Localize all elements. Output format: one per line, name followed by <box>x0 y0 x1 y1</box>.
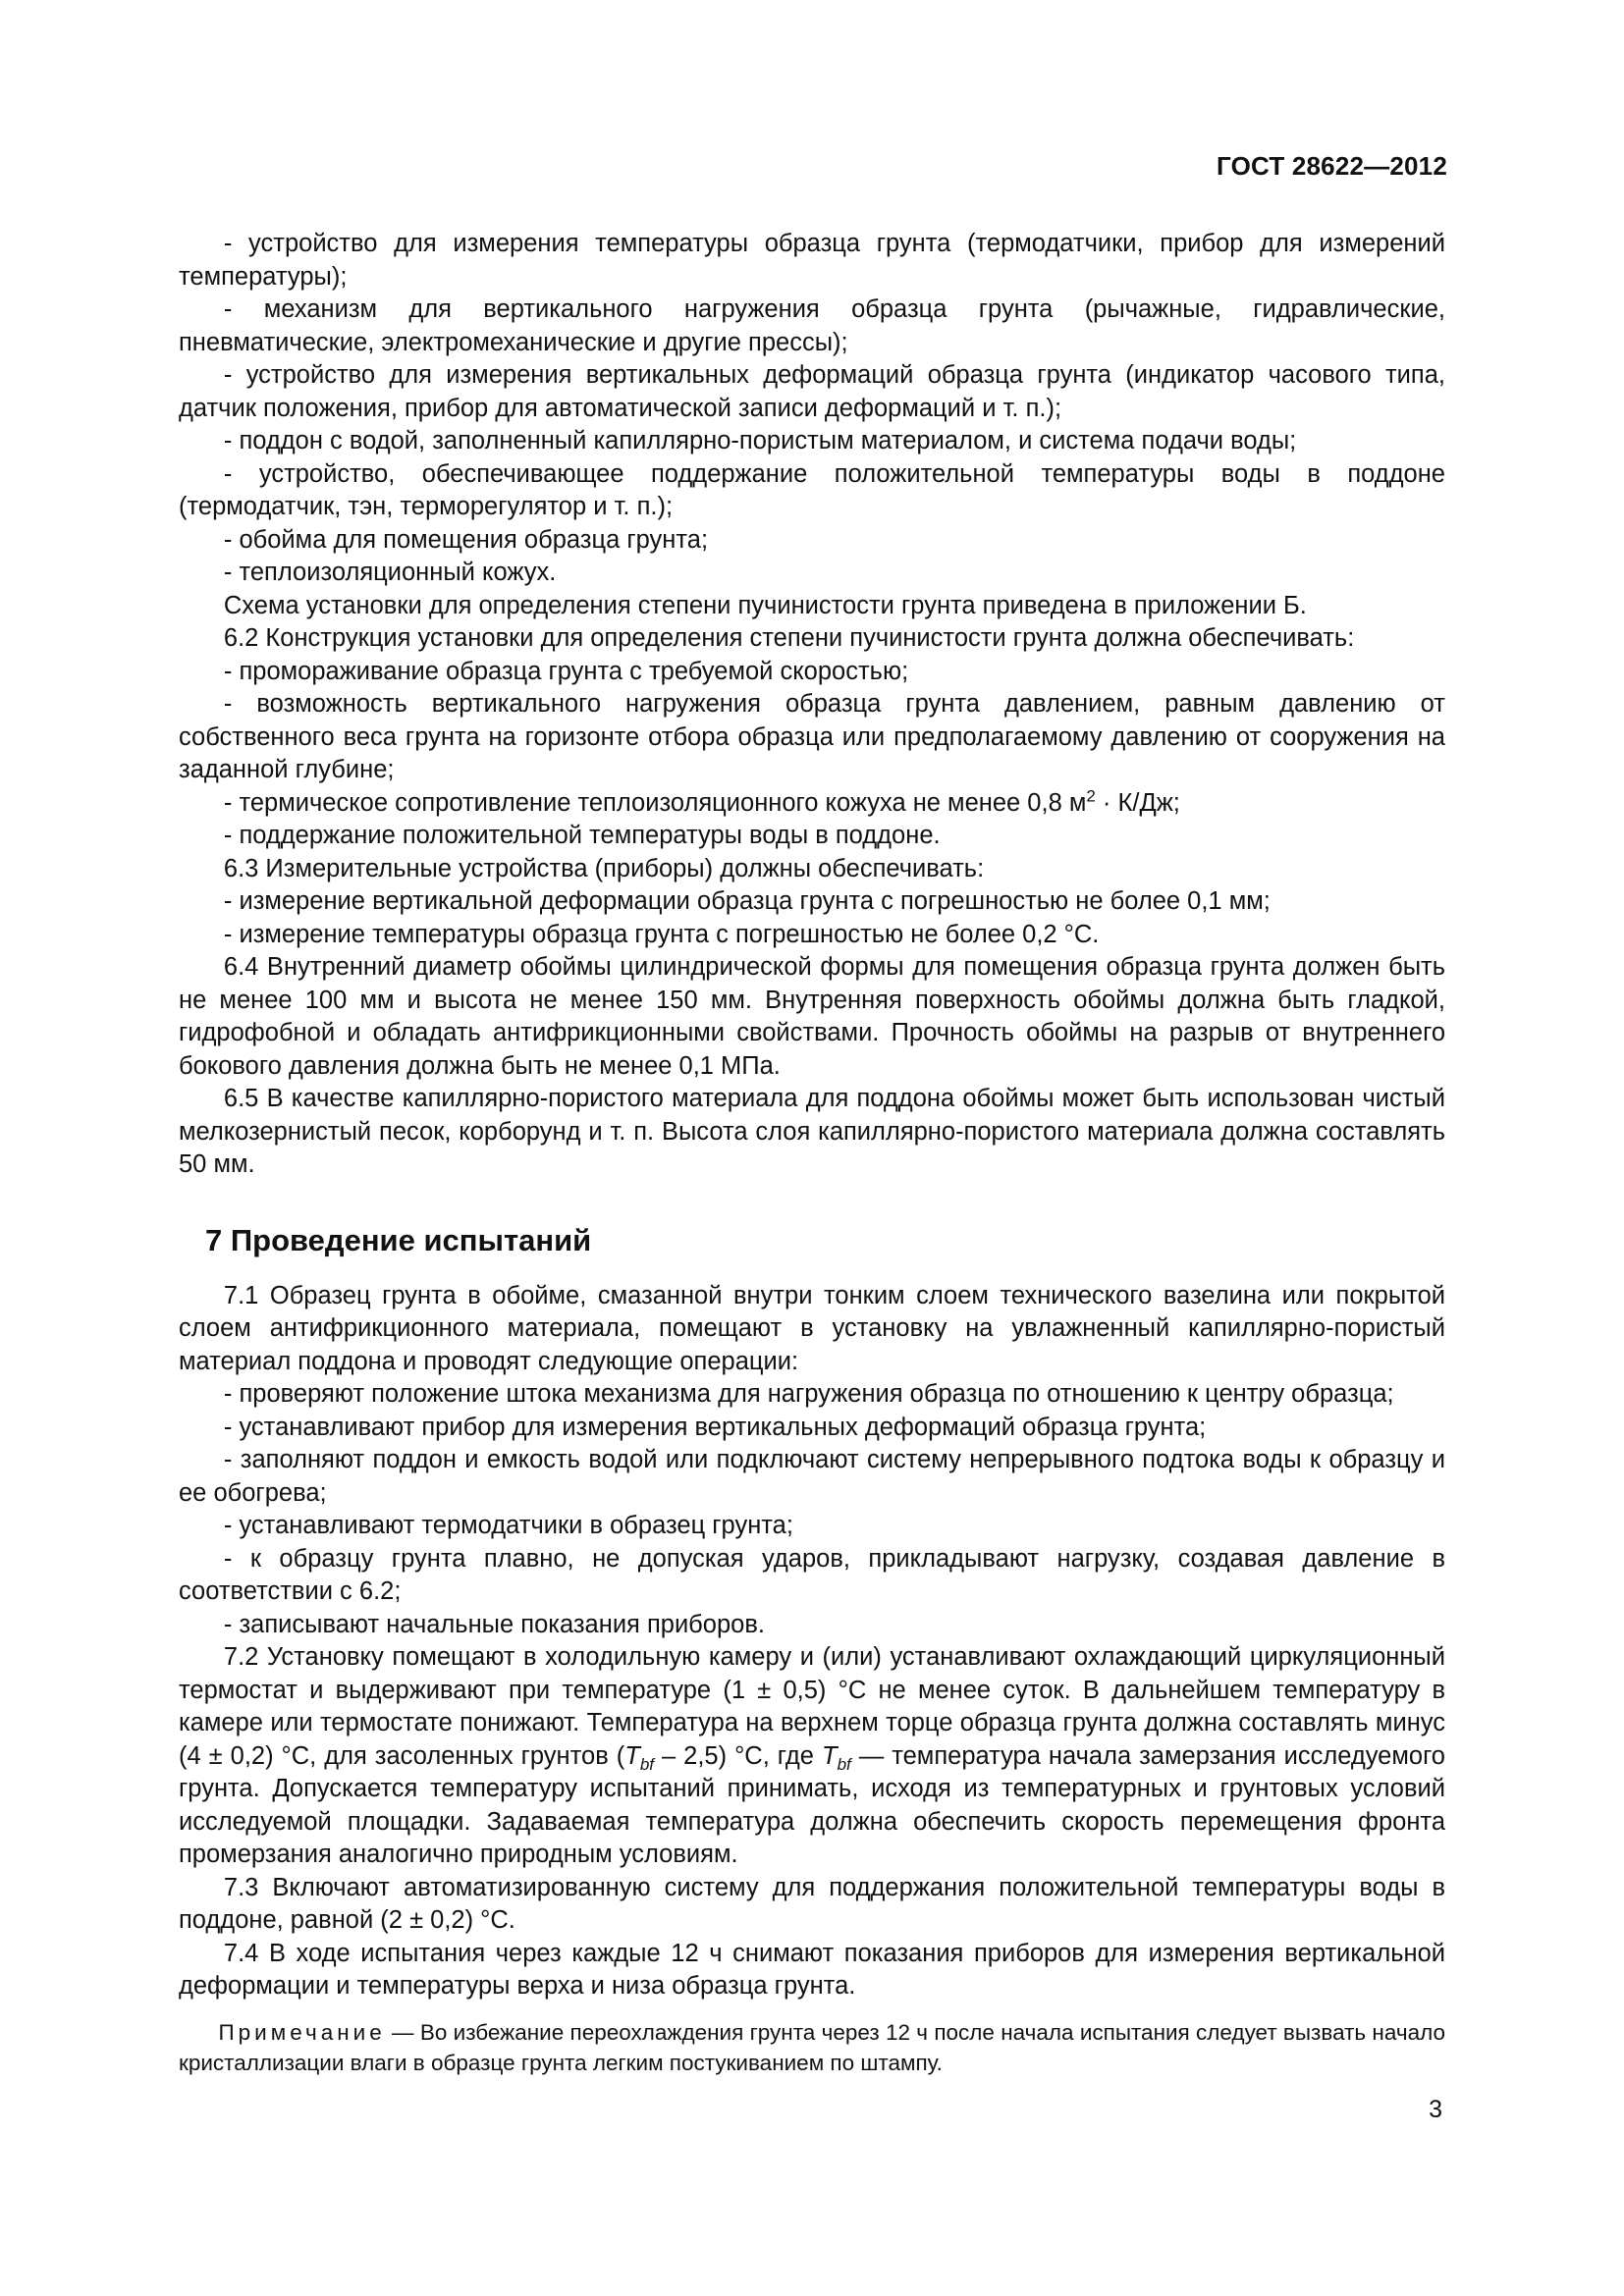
superscript: 2 <box>1086 786 1096 805</box>
note-text: — Во избежание переохлаждения грунта через 12 ч после начала испытания следует вызвать начало кристаллизации влаги в образце грунта легким постукиванием по штампу. <box>179 2019 1445 2075</box>
note-label: Примечание <box>218 2019 386 2045</box>
paragraph: - обойма для помещения образца грунта; <box>223 525 709 554</box>
text-fragment: - термическое сопротивление теплоизоляционного кожуха не менее 0,8 м <box>223 788 1087 817</box>
symbol-t: T <box>624 1741 640 1770</box>
paragraph: - теплоизоляционный кожух. <box>223 559 557 586</box>
symbol-t: T <box>821 1741 838 1770</box>
paragraph: - устройство, обеспечивающее поддержание положительной температуры воды в поддоне (термодатчик, тэн, терморегулятор и т. п.); <box>179 459 1445 520</box>
paragraph: - измерение вертикальной деформации образца грунта с погрешностью не более 0,1 мм; <box>223 887 1271 915</box>
paragraph: - записывают начальные показания приборов. <box>223 1610 765 1638</box>
paragraph-7-2 <box>179 1641 1445 1872</box>
text-fragment: 7.2 Установку помещают в холодильную камеру и (или) устанавливают охлаждающий циркуляционный термостат и выдерживают при температуре (1 ± 0,5) °С не менее суток. В дальнейшем температуру в камере или термостате понижают. Температура на верхнем торце образца грунта должна составлять минус (4 ± 0,2) °С, для засоленных грунтов ( <box>179 1643 1445 1770</box>
paragraph: 7.1 Образец грунта в обойме, смазанной внутри тонким слоем технического вазелина или покрытой слоем антифрикционного материала, помещают в установку на увлажненный капиллярно-пористый материал поддона и проводят следующие операции: <box>179 1281 1445 1375</box>
text-fragment: – 2,5) °С, где <box>654 1741 822 1770</box>
paragraph: 6.3 Измерительные устройства (приборы) должны обеспечивать: <box>223 854 985 882</box>
paragraph: - механизм для вертикального нагружения образца грунта (рычажные, гидравлические, пневматические, электромеханические и другие прессы); <box>179 295 1445 356</box>
subscript: bf <box>837 1754 851 1774</box>
paragraph: 7.4 В ходе испытания через каждые 12 ч снимают показания приборов для измерения вертикальной деформации и температуры верха и низа образца грунта. <box>179 1939 1445 2000</box>
paragraph: - устройство для измерения вертикальных деформаций образца грунта (индикатор часового типа, датчик положения, прибор для автоматической записи деформаций и т. п.); <box>179 361 1445 422</box>
paragraph: - заполняют поддон и емкость водой или подключают систему непрерывного подтока воды к образцу и ее обогрева; <box>179 1446 1445 1507</box>
paragraph: - к образцу грунта плавно, не допуская ударов, прикладывают нагрузку, создавая давление в соответствии с 6.2; <box>179 1544 1445 1605</box>
paragraph: - устройство для измерения температуры образца грунта (термодатчики, прибор для измерений температуры); <box>179 230 1445 291</box>
section-heading: 7 Проведение испытаний <box>205 1222 592 1257</box>
note <box>179 2017 1445 2078</box>
text-fragment: · К/Дж; <box>1095 788 1180 817</box>
paragraph: 6.4 Внутренний диаметр обоймы цилиндрической формы для помещения образца грунта должен быть не менее 100 мм и высота не менее 150 мм. Внутренняя поверхность обоймы должна быть гладкой, гидрофобной и обладать антифрикционными свойствами. Прочность обоймы на разрыв от внутреннего бокового давления должна быть не менее 0,1 МПа. <box>179 953 1445 1080</box>
document-code: ГОСТ 28622—2012 <box>1217 151 1447 181</box>
paragraph: - промораживание образца грунта с требуемой скоростью; <box>223 657 909 685</box>
paragraph: - измерение температуры образца грунта с погрешностью не более 0,2 °С. <box>223 920 1100 948</box>
paragraph: Схема установки для определения степени пучинистости грунта приведена в приложении Б. <box>223 591 1307 619</box>
paragraph: - поддон с водой, заполненный капиллярно-пористым материалом, и система подачи воды; <box>223 427 1297 454</box>
document-body <box>179 228 1445 2078</box>
thermal-resistance-paragraph <box>179 787 1445 821</box>
text-fragment: — температура начала замерзания исследуемого грунта. Допускается температуру испытаний принимать, исходя из температурных и грунтовых условий исследуемой площадки. Задаваемая температура должна обеспечить скорость перемещения фронта промерзания аналогично природным условиям. <box>179 1741 1445 1868</box>
paragraph: - проверяют положение штока механизма для нагружения образца по отношению к центру образца; <box>223 1380 1394 1408</box>
paragraph: 6.5 В качестве капиллярно-пористого материала для поддона обоймы может быть использован чистый мелкозернистый песок, корборунд и т. п. Высота слоя капиллярно-пористого материала должна составлять 50 мм. <box>179 1085 1445 1178</box>
paragraph: 6.2 Конструкция установки для определения степени пучинистости грунта должна обеспечивать: <box>223 624 1355 652</box>
paragraph: - поддержание положительной температуры воды в поддоне. <box>223 822 941 849</box>
page-number: 3 <box>1429 2096 1442 2123</box>
paragraph: - устанавливают прибор для измерения вертикальных деформаций образца грунта; <box>223 1413 1207 1441</box>
subscript: bf <box>639 1754 655 1774</box>
paragraph: - возможность вертикального нагружения образца грунта давлением, равным давлению от собственного веса грунта на горизонте отбора образца или предполагаемому давлению от сооружения на заданной глубине; <box>179 690 1445 783</box>
paragraph: - устанавливают термодатчики в образец грунта; <box>223 1512 793 1539</box>
paragraph: 7.3 Включают автоматизированную систему для поддержания положительной температуры воды в поддоне, равной (2 ± 0,2) °С. <box>179 1873 1445 1934</box>
